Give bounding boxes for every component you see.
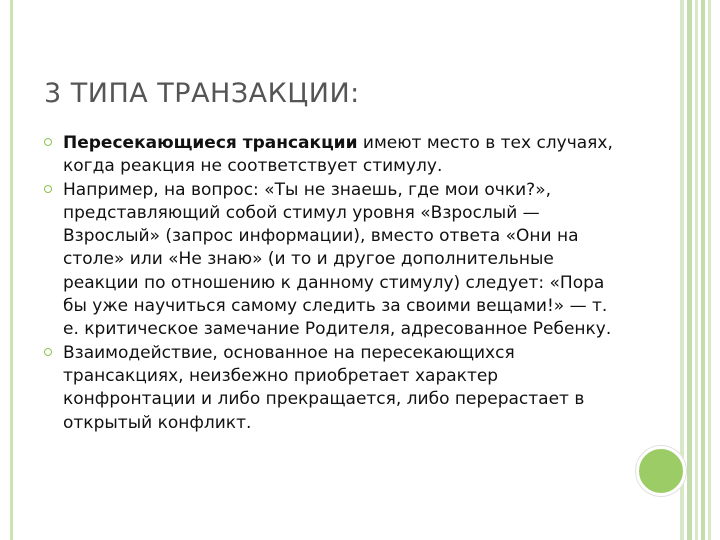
bullet-item (44, 179, 624, 342)
bullet-list (44, 132, 624, 435)
bullet-item (44, 342, 624, 435)
slide-title: 3 ТИПА ТРАНЗАКЦИИ: (44, 78, 360, 109)
right-stripe (701, 0, 705, 540)
bullet-circle-icon (44, 138, 52, 146)
bullet-circle-icon (44, 348, 52, 356)
bullet-item (44, 132, 624, 179)
right-stripe (687, 0, 692, 540)
bullet-circle-icon (44, 185, 52, 193)
decorative-circle (636, 446, 686, 496)
bullet-text: имеют место в тех случаях, когда реакция не соответствует стимулу. (63, 133, 613, 177)
bullet-bold-text: Пересекающиеся трансакции (63, 133, 358, 153)
bullet-text: Взаимодействие, основанное на пересекающихся трансакциях, неизбежно приобретает характер конфронтации и либо прекращается, либо перерастает в открытый конфликт. (63, 342, 585, 433)
left-frame-bar (10, 0, 13, 540)
bullet-text: Например, на вопрос: «Ты не знаешь, где мои очки?», представляющий собой стимул уровня «Взрослый — Взрослый» (запрос информации), вместо ответа «Они на столе» или «Не знаю» (и то и другое дополнительные реакции по отношению к данному стимулу) следует: «Пора бы уже научиться самому следить за своими вещами!» — т. е. критическое замечание Родителя, адресованное Ребенку. (63, 179, 612, 340)
right-stripe (708, 0, 711, 540)
right-stripe (695, 0, 698, 540)
